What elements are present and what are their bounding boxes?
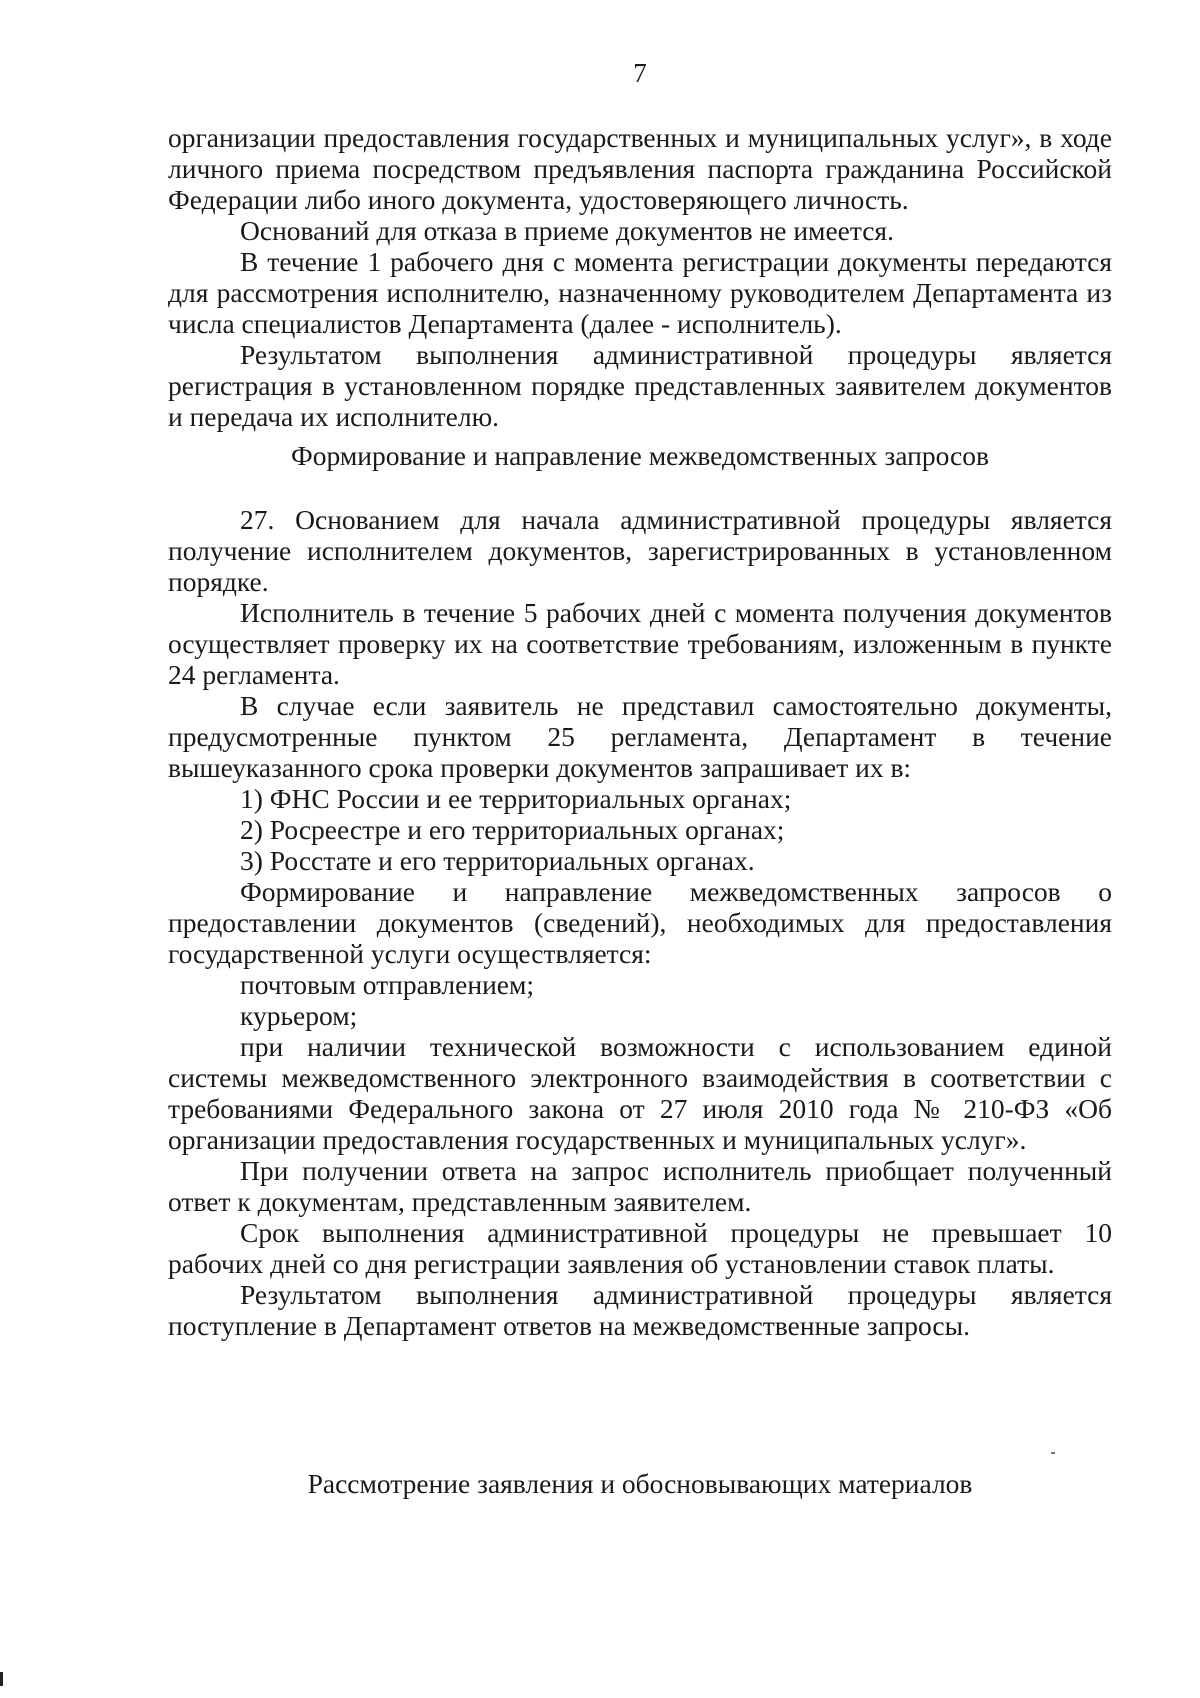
paragraph-deadline: Срок выполнения административной процедуры не превышает 10 рабочих дней со дня регистрации заявления об установлении ставок платы. xyxy=(168,1217,1112,1279)
list-item-courier: курьером; xyxy=(240,1000,358,1031)
paragraph-27-basis: 27. Основанием для начала административной процедуры является получение исполнителем документов, зарегистрированных в установленном порядке. xyxy=(168,504,1112,597)
paragraph-result-responses: Результатом выполнения административной процедуры является поступление в Департамент ответов на межведомственные запросы. xyxy=(168,1279,1112,1341)
text-block-interagency xyxy=(168,504,1112,1341)
scan-speck xyxy=(1051,1452,1055,1454)
list-item-post: почтовым отправлением; xyxy=(240,969,535,1000)
page-number: 7 xyxy=(633,58,647,88)
paragraph-request-documents: В случае если заявитель не представил самостоятельно документы, предусмотренные пунктом 25 регламента, Департамент в течение вышеуказанного срока проверки документов запрашивает их в: xyxy=(168,690,1112,783)
paragraph-executor-check: Исполнитель в течение 5 рабочих дней с момента получения документов осуществляет проверку их на соответствие требованиям, изложенным в пункте 24 регламента. xyxy=(168,597,1112,690)
scan-edge-mark xyxy=(0,1672,3,1686)
paragraph-electronic-system: при наличии технической возможности с использованием единой системы межведомственного электронного взаимодействия в соответствии с требованиями Федерального закона от 27 июля 2010 года № 210-ФЗ «Об организации предоставления государственных и муниципальных услуг». xyxy=(168,1031,1112,1155)
paragraph-no-refusal-grounds: Оснований для отказа в приеме документов не имеется. xyxy=(240,215,894,246)
paragraph-request-methods: Формирование и направление межведомственных запросов о предоставлении документов (сведений), необходимых для предоставления государственной услуги осуществляется: xyxy=(168,876,1112,969)
section-heading-review: Рассмотрение заявления и обосновывающих материалов xyxy=(307,1468,973,1499)
list-item-rosstat: 3) Росстате и его территориальных органах. xyxy=(240,845,755,876)
paragraph-continuation: организации предоставления государственных и муниципальных услуг», в ходе личного приема посредством предъявления паспорта гражданина Российской Федерации либо иного документа, удостоверяющего личность. xyxy=(168,122,1112,215)
paragraph-transfer-to-executor: В течение 1 рабочего дня с момента регистрации документы передаются для рассмотрения исполнителю, назначенному руководителем Департамента из числа специалистов Департамента (далее - исполнитель). xyxy=(168,246,1112,339)
text-block-intro xyxy=(168,122,1112,432)
paragraph-response-attach: При получении ответа на запрос исполнитель приобщает полученный ответ к документам, представленным заявителем. xyxy=(168,1155,1112,1217)
section-heading-interagency-requests: Формирование и направление межведомственных запросов xyxy=(291,440,989,471)
list-item-rosreestr: 2) Росреестре и его территориальных органах; xyxy=(240,814,785,845)
paragraph-result-registration: Результатом выполнения административной процедуры является регистрация в установленном порядке представленных заявителем документов и передача их исполнителю. xyxy=(168,339,1112,432)
list-item-fns: 1) ФНС России и ее территориальных органах; xyxy=(240,783,792,814)
